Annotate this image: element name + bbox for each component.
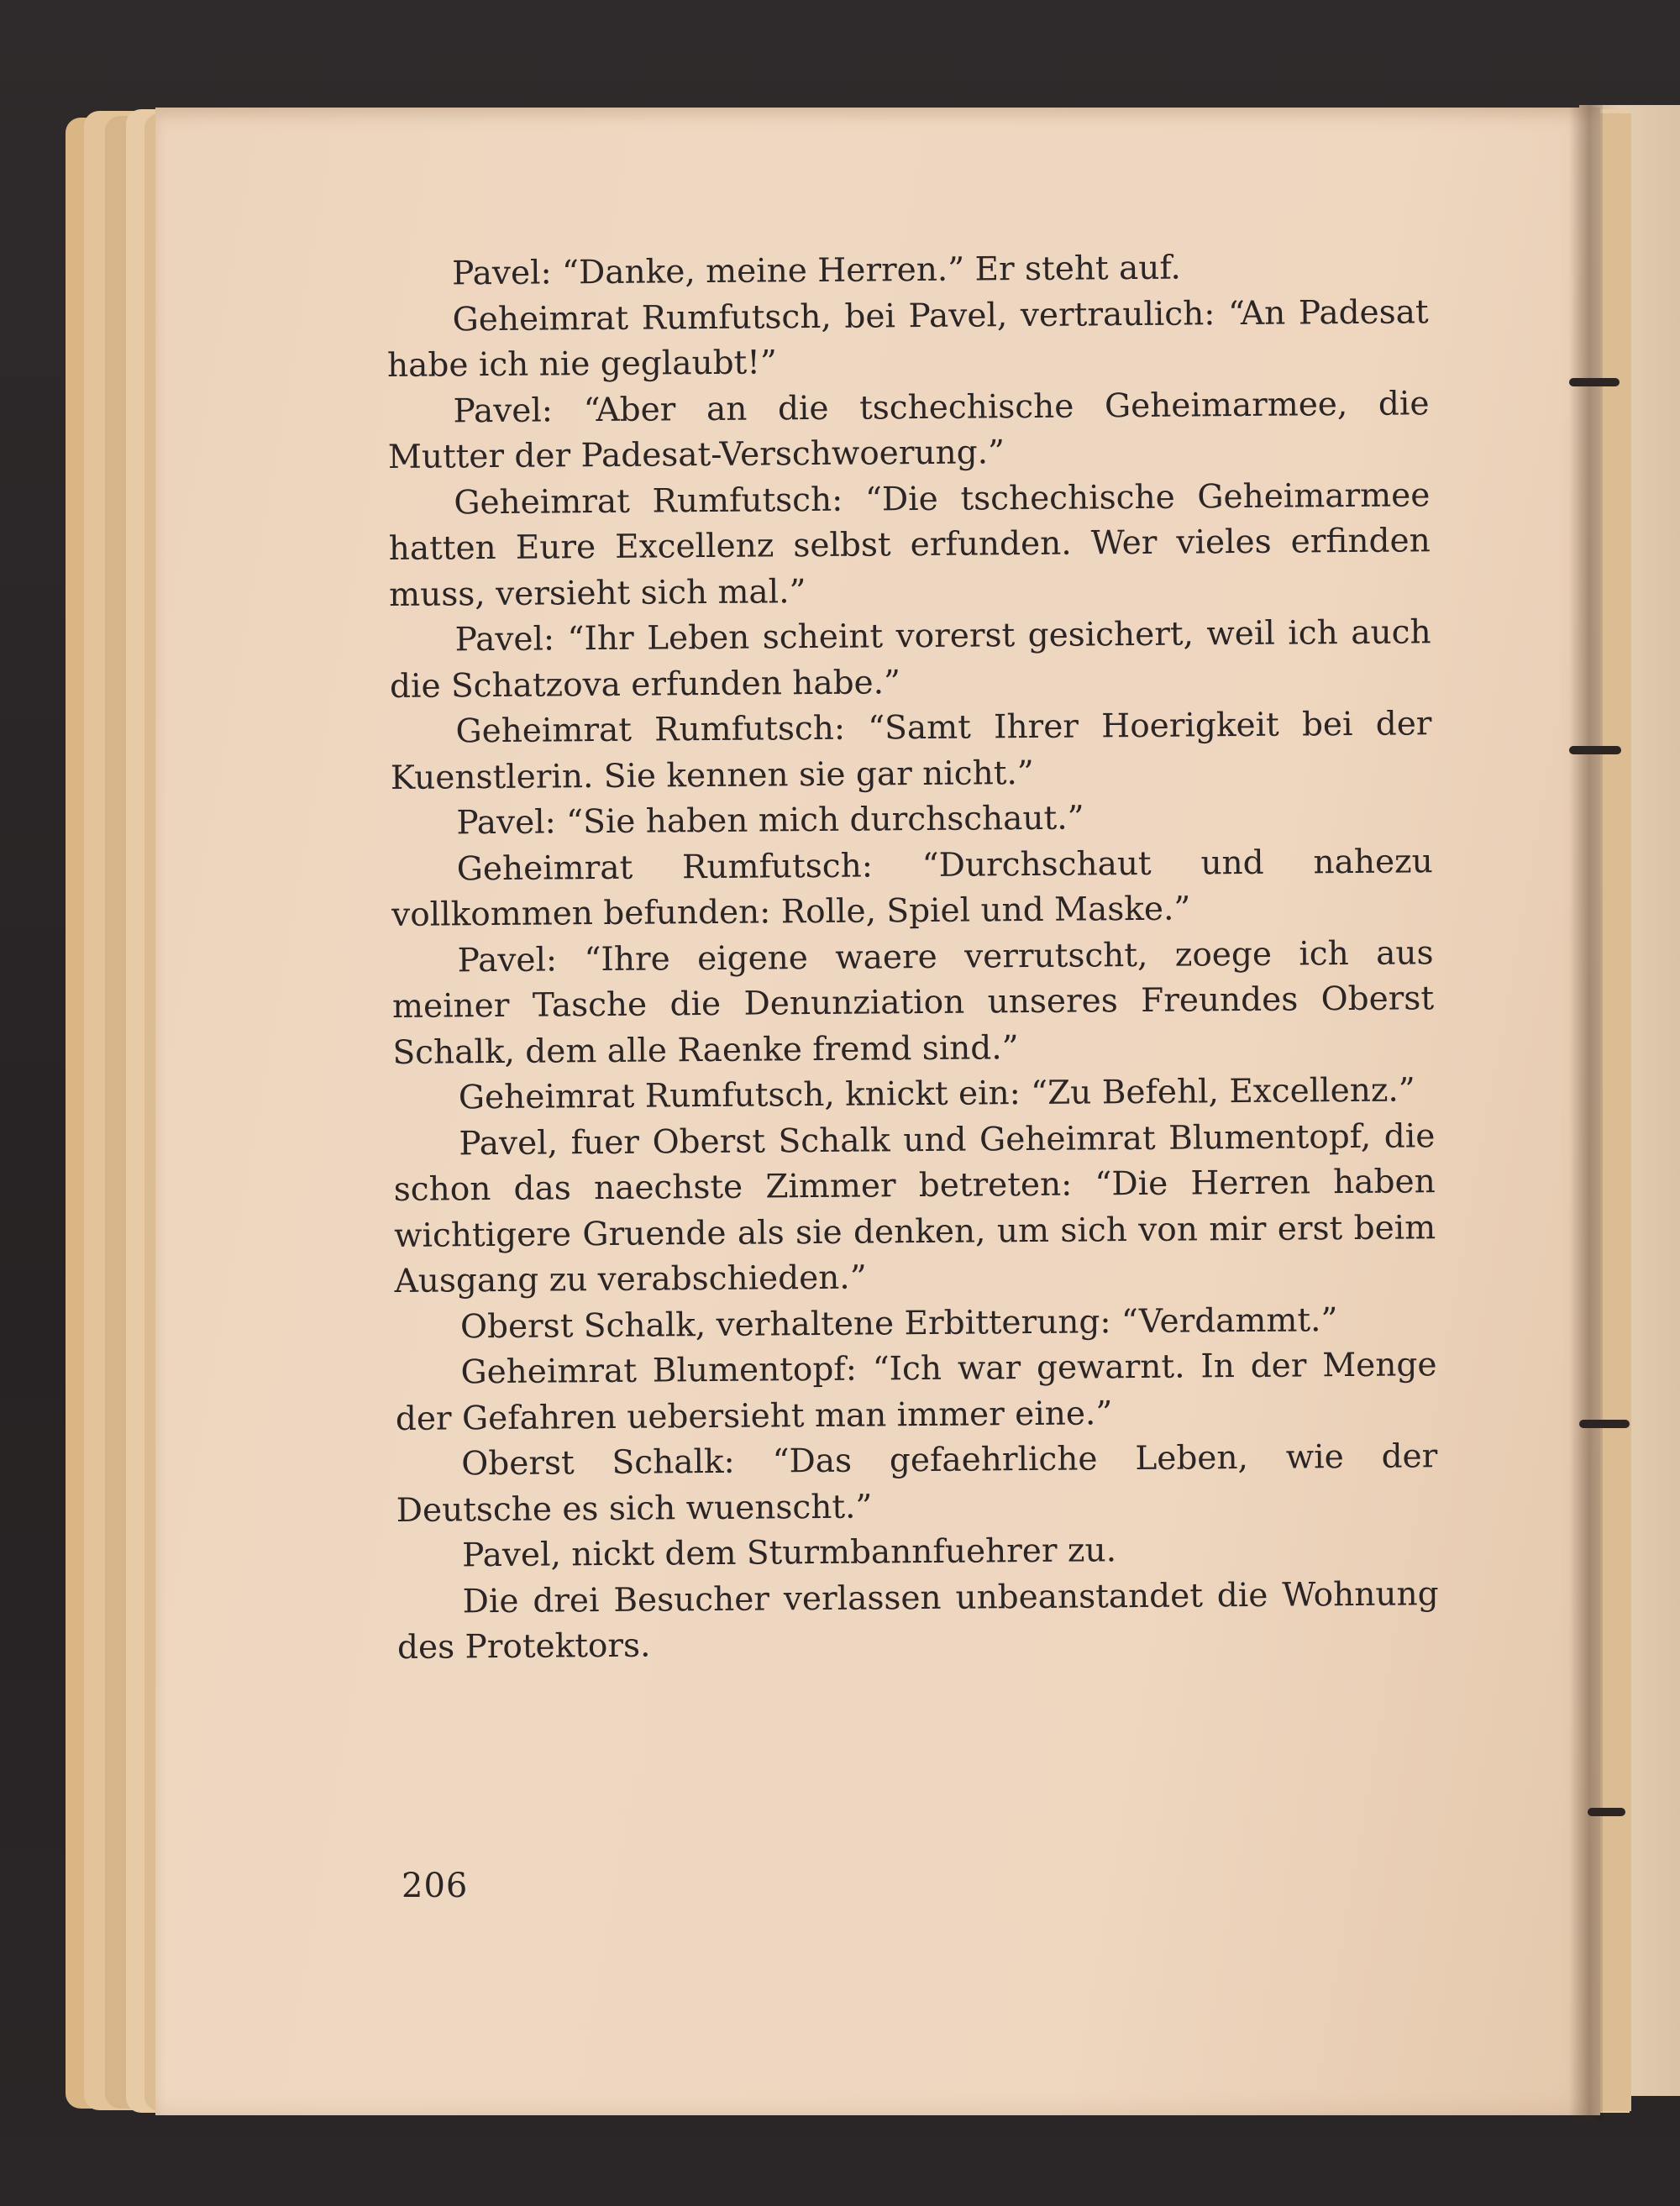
paragraph: Oberst Schalk, verhaltene Erbitterung: “Verdammt.” (459, 1300, 1338, 1346)
paragraph: Geheimrat Rumfutsch, knickt ein: “Zu Befehl, Excellenz.” (458, 1071, 1415, 1117)
paragraph: Pavel, nickt dem Sturmbannfuehrer zu. (462, 1531, 1117, 1575)
paragraph: Geheimrat Blumentopf: “Ich war gewarnt. In der Menge der Gefahren uebersieht man immer eine.” (395, 1346, 1437, 1438)
binding-stitch (1588, 1808, 1625, 1816)
spine-shadow (1569, 105, 1603, 2121)
paragraph: Pavel: “Aber an die tschechische Geheimarmee, die Mutter der Padesat-Verschwoerung.” (387, 384, 1430, 476)
paragraph: Geheimrat Rumfutsch: “Die tschechische Geheimarmee hatten Eure Excellenz selbst erfunden. Wer vieles erfinden muss, versieht sich mal.” (388, 475, 1431, 614)
paragraph: Geheimrat Rumfutsch, bei Pavel, vertraulich: “An Padesat habe ich nie geglaubt!” (386, 292, 1429, 385)
paragraph: Die drei Besucher verlassen unbeanstandet die Wohnung des Protektors. (396, 1574, 1439, 1667)
paragraph: Geheimrat Rumfutsch: “Samt Ihrer Hoerigkeit bei der Kuenstlerin. Sie kennen sie gar nicht.” (390, 705, 1432, 797)
binding-stitch (1579, 1420, 1630, 1428)
paragraph: Pavel: “Ihr Leben scheint vorerst gesichert, weil ich auch die Schatzova erfunden habe.” (389, 613, 1431, 706)
binding-stitch (1569, 378, 1620, 386)
page-number: 206 (402, 1867, 469, 1905)
paragraph: Pavel: “Danke, meine Herren.” Er steht auf. (452, 249, 1182, 293)
binding-stitch (1569, 746, 1621, 754)
paragraph: Geheimrat Rumfutsch: “Durchschaut und nahezu vollkommen befunden: Rolle, Spiel und Maske.” (391, 842, 1433, 934)
page-body-text (386, 244, 1439, 1671)
paragraph: Pavel: “Ihre eigene waere verrutscht, zoege ich aus meiner Tasche die Denunziation unseres Freundes Oberst Schalk, dem alle Raenke fremd sind.” (391, 933, 1435, 1072)
paragraph: Oberst Schalk: “Das gefaehrliche Leben, wie der Deutsche es sich wuenscht.” (396, 1437, 1438, 1530)
paragraph: Pavel, fuer Oberst Schalk und Geheimrat Blumentopf, die schon das naechste Zimmer betreten: “Die Herren haben wichtigere Gruende als sie denken, um sich von mir erst beim Ausgang zu verabschieden.” (393, 1116, 1436, 1300)
paragraph: Pavel: “Sie haben mich durchschaut.” (456, 799, 1084, 843)
